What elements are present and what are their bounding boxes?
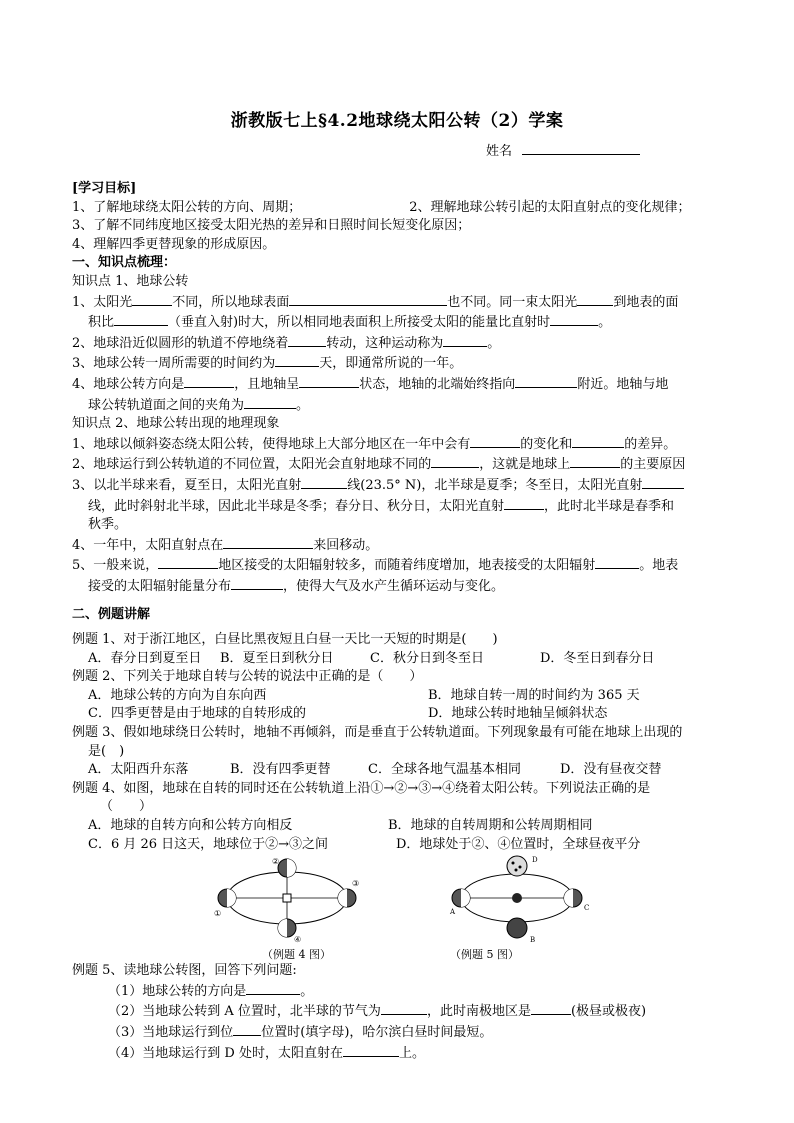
- section1-heading: 一、知识点梳理：: [72, 255, 177, 271]
- text: 的主要原因: [620, 457, 686, 473]
- blank[interactable]: [570, 454, 620, 468]
- blank[interactable]: [301, 475, 347, 489]
- text: 不同，所以地球表面: [172, 294, 290, 310]
- blank[interactable]: [381, 1001, 427, 1015]
- blank[interactable]: [132, 292, 172, 306]
- ex4-option-d[interactable]: D．地球处于②、④位置时，全球昼夜平分: [396, 836, 641, 852]
- goal-1: 1、了解地球绕太阳公转的方向、周期；: [72, 199, 302, 215]
- text: 的变化和: [520, 436, 573, 452]
- text: 3、地球公转一周所需要的时间约为: [72, 356, 276, 372]
- name-label: 姓名: [486, 144, 513, 159]
- text: 5、一般来说，: [72, 558, 159, 574]
- ex3-option-d[interactable]: D．没有昼夜交替: [560, 762, 662, 778]
- ex2-options-row-1: [72, 687, 732, 706]
- text: 。: [487, 335, 501, 351]
- ex2-question: 例题 2、下列关于地球自转与公转的说法中正确的是（ ）: [72, 669, 423, 685]
- fig4-caption: （例题 4 图）: [262, 948, 331, 962]
- text: 线，此时斜射北半球，因此北半球是冬季；春分日、秋分日，太阳光直射: [88, 498, 505, 514]
- text: 4、地球公转方向是: [72, 376, 185, 392]
- orbit-label: ①: [214, 909, 222, 919]
- text: 球公转轨道面之间的夹角为: [88, 397, 245, 413]
- goals-heading: [学习目标]: [72, 181, 137, 196]
- text: 2、地球沿近似圆形的轨道不停地绕着: [72, 335, 289, 351]
- ex1-option-a[interactable]: A．春分日到夏至日: [88, 650, 202, 666]
- earth-icon: [338, 889, 356, 907]
- blank[interactable]: [246, 981, 300, 995]
- ex3-question-line-2: 是( ): [88, 743, 125, 759]
- ex5-sub-3: [72, 1022, 732, 1043]
- kp1-title: 知识点 1、地球公转: [72, 273, 189, 289]
- earth-icon: [507, 918, 527, 938]
- blank[interactable]: [577, 292, 613, 306]
- name-field: [486, 140, 640, 159]
- ex2-option-d[interactable]: D．地球公转时地轴呈倾斜状态: [428, 706, 608, 722]
- ex2-options-row-2: [72, 705, 732, 724]
- ex1-option-c[interactable]: C．秋分日到冬至日: [370, 650, 484, 666]
- kp2-line-8: [72, 576, 732, 597]
- text: ，使得大气及水产生循环运动与变化。: [283, 578, 505, 594]
- text: 线(23.5° N)，北半球是夏季；冬至日，太阳光直射: [347, 477, 643, 493]
- text: 天，即通常所说的一年。: [319, 356, 463, 372]
- ex2-option-b[interactable]: B．地球自转一周的时间约为 365 天: [428, 687, 640, 703]
- blank[interactable]: [184, 374, 234, 388]
- ex3-option-b[interactable]: B．没有四季更替: [230, 762, 331, 778]
- text: ，这就是地球上: [479, 457, 571, 473]
- kp1-line-3: [72, 333, 732, 354]
- orbit-label: D: [532, 856, 538, 865]
- text: 状态，地轴的北端始终指向: [359, 376, 516, 392]
- blank[interactable]: [288, 333, 326, 347]
- text: 3、以北半球来看，夏至日，太阳光直射: [72, 477, 302, 493]
- ex1-option-d[interactable]: D．冬至日到春分日: [540, 650, 655, 666]
- name-blank[interactable]: [522, 142, 640, 155]
- orbit-diagram-ex5: [442, 854, 592, 946]
- text: 到地表的面: [613, 294, 679, 310]
- orbit-label: B: [530, 936, 536, 945]
- ex4-option-c[interactable]: C．6 月 26 日这天，地球位于②→③之间: [88, 836, 329, 852]
- ex1-question: 例题 1、对于浙江地区，白昼比黑夜短且白昼一天比一天短的时期是( ): [72, 632, 498, 648]
- goal-3: 3、了解不同纬度地区接受太阳光热的差异和日照时间长短变化原因；: [72, 218, 471, 234]
- earth-icon: [564, 889, 582, 907]
- orbit-label: ③: [352, 879, 360, 889]
- ex4-option-a[interactable]: A．地球的自转方向和公转方向相反: [88, 818, 293, 833]
- ex4-question-line-1: 例题 4、如图，地球在自转的同时还在公转轨道上沿①→②→③→④绕着太阳公转。下列说法正确的是: [72, 780, 651, 796]
- kp2-line-2: [72, 454, 732, 475]
- ex4-question-line-2: （ ）: [100, 799, 153, 815]
- kp1-line-1: [72, 292, 732, 313]
- text: 1、地球以倾斜姿态绕太阳公转，使得地球上大部分地区在一年中会有: [72, 436, 471, 452]
- blank[interactable]: [231, 576, 283, 590]
- orbit-label: ④: [294, 935, 302, 945]
- orbit-diagram-ex4: [212, 854, 362, 946]
- text: 上。: [398, 1045, 425, 1061]
- blank[interactable]: [515, 374, 577, 388]
- earth-icon: [507, 856, 527, 876]
- text: ，此时北半球是春季和: [544, 498, 675, 514]
- ex5-sub-4: [72, 1043, 732, 1064]
- section2-heading: 二、例题讲解: [72, 607, 151, 623]
- text: 4、一年中，太阳直射点在: [72, 537, 224, 553]
- ex3-option-a[interactable]: A．太阳西升东落: [88, 762, 189, 778]
- blank[interactable]: [642, 475, 684, 489]
- blank[interactable]: [158, 555, 218, 569]
- worksheet-content: [72, 180, 732, 1063]
- ex4-option-b[interactable]: B．地球的自转周期和公转周期相同: [388, 818, 593, 833]
- ex3-options: [72, 761, 732, 780]
- ex4-options-row-1: [72, 817, 732, 836]
- text: 来回移动。: [313, 537, 379, 553]
- orbit-label: A: [450, 908, 456, 917]
- text: （3）当地球运行到位: [108, 1024, 234, 1040]
- orbit-label: ②: [272, 857, 280, 867]
- blank[interactable]: [275, 353, 319, 367]
- text: 。地表: [639, 558, 679, 574]
- blank[interactable]: [470, 434, 520, 448]
- text: 积比: [88, 315, 115, 331]
- orbit-label: C: [584, 904, 590, 913]
- earth-icon: [278, 859, 296, 877]
- kp2-line-7: [72, 555, 732, 576]
- goal-2: 2、理解地球公转引起的太阳直射点的变化规律；: [409, 199, 691, 215]
- kp2-line-1: [72, 434, 732, 455]
- page-title: 浙教版七上§4.2地球绕太阳公转（2）学案: [230, 111, 564, 131]
- ex4-options-row-2: [72, 836, 732, 855]
- text: 接受的太阳辐射能量分布: [88, 578, 232, 594]
- text: 附近。地轴与地: [577, 376, 669, 392]
- kp1-line-5: [72, 374, 732, 395]
- ex3-option-c[interactable]: C．全球各地气温基本相同: [368, 762, 521, 778]
- blank[interactable]: [572, 434, 624, 448]
- blank[interactable]: [443, 333, 487, 347]
- kp2-line-6: [72, 535, 732, 556]
- text: 1、太阳光: [72, 294, 133, 310]
- text: 位置时(填字母)，哈尔滨白昼时间最短。: [261, 1024, 493, 1040]
- blank[interactable]: [233, 1022, 261, 1036]
- text: ，此时南极地区是: [426, 1004, 531, 1020]
- ex2-option-a[interactable]: A．地球公转的方向为自东向西: [88, 687, 267, 703]
- ex1-option-b[interactable]: B．夏至日到秋分日: [220, 650, 334, 666]
- text: （1）地球公转的方向是: [108, 983, 247, 999]
- blank[interactable]: [299, 374, 359, 388]
- blank[interactable]: [550, 312, 598, 326]
- text: 。: [300, 983, 314, 999]
- kp2-line-3: [72, 475, 732, 496]
- text: (极昼或极夜): [570, 1004, 647, 1020]
- blank[interactable]: [343, 1043, 399, 1057]
- kp2-line-4: [72, 496, 732, 517]
- text: （2）当地球公转到 A 位置时，北半球的节气为: [108, 1004, 381, 1020]
- kp2-title: 知识点 2、地球公转出现的地理现象: [72, 416, 280, 432]
- text: 的差异。: [624, 436, 677, 452]
- blank[interactable]: [531, 1001, 571, 1015]
- text: 。: [296, 397, 310, 413]
- kp1-line-6: [72, 395, 732, 416]
- ex5-question: 例题 5、读地球公转图，回答下列问题:: [72, 963, 297, 979]
- text: （垂直入射)时大，所以相同地表面积上所接受太阳的能量比直射时: [168, 315, 551, 331]
- figures-row: [72, 854, 732, 962]
- kp1-line-2: [72, 312, 732, 333]
- text: 地区接受的太阳辐射较多，而随着纬度增加，地表接受的太阳辐射: [218, 558, 596, 574]
- sun-icon: [283, 894, 291, 902]
- ex1-options: [72, 650, 732, 669]
- fig5-caption: （例题 5 图）: [450, 948, 519, 962]
- kp2-line-5: 秋季。: [88, 517, 128, 533]
- text: ，且地轴呈: [234, 376, 300, 392]
- blank[interactable]: [244, 395, 296, 409]
- earth-icon: [218, 889, 236, 907]
- blank[interactable]: [595, 555, 639, 569]
- earth-icon: [452, 889, 470, 907]
- blank[interactable]: [223, 535, 313, 549]
- ex5-sub-1: [72, 981, 732, 1002]
- goals-row-1: [72, 199, 732, 218]
- ex2-option-c[interactable]: C．四季更替是由于地球的自转形成的: [88, 706, 306, 722]
- text: （4）当地球运行到 D 处时，太阳直射在: [108, 1045, 343, 1061]
- blank[interactable]: [431, 454, 479, 468]
- kp1-line-4: [72, 353, 732, 374]
- text: 也不同。同一束太阳光: [447, 294, 578, 310]
- ex3-question-line-1: 例题 3、假如地球绕日公转时，地轴不再倾斜，而是垂直于公转轨道面。下列现象最有可能在地球上出现的: [72, 725, 683, 741]
- text: 。: [598, 315, 612, 331]
- text: 2、地球运行到公转轨道的不同位置，太阳光会直射地球不同的: [72, 457, 432, 473]
- text: 转动，这种运动称为: [326, 335, 444, 351]
- blank[interactable]: [114, 312, 168, 326]
- sun-icon: [512, 893, 522, 903]
- blank[interactable]: [504, 496, 544, 510]
- goal-4: 4、理解四季更替现象的形成原因。: [72, 236, 276, 252]
- blank[interactable]: [289, 292, 447, 306]
- ex5-sub-2: [72, 1001, 732, 1022]
